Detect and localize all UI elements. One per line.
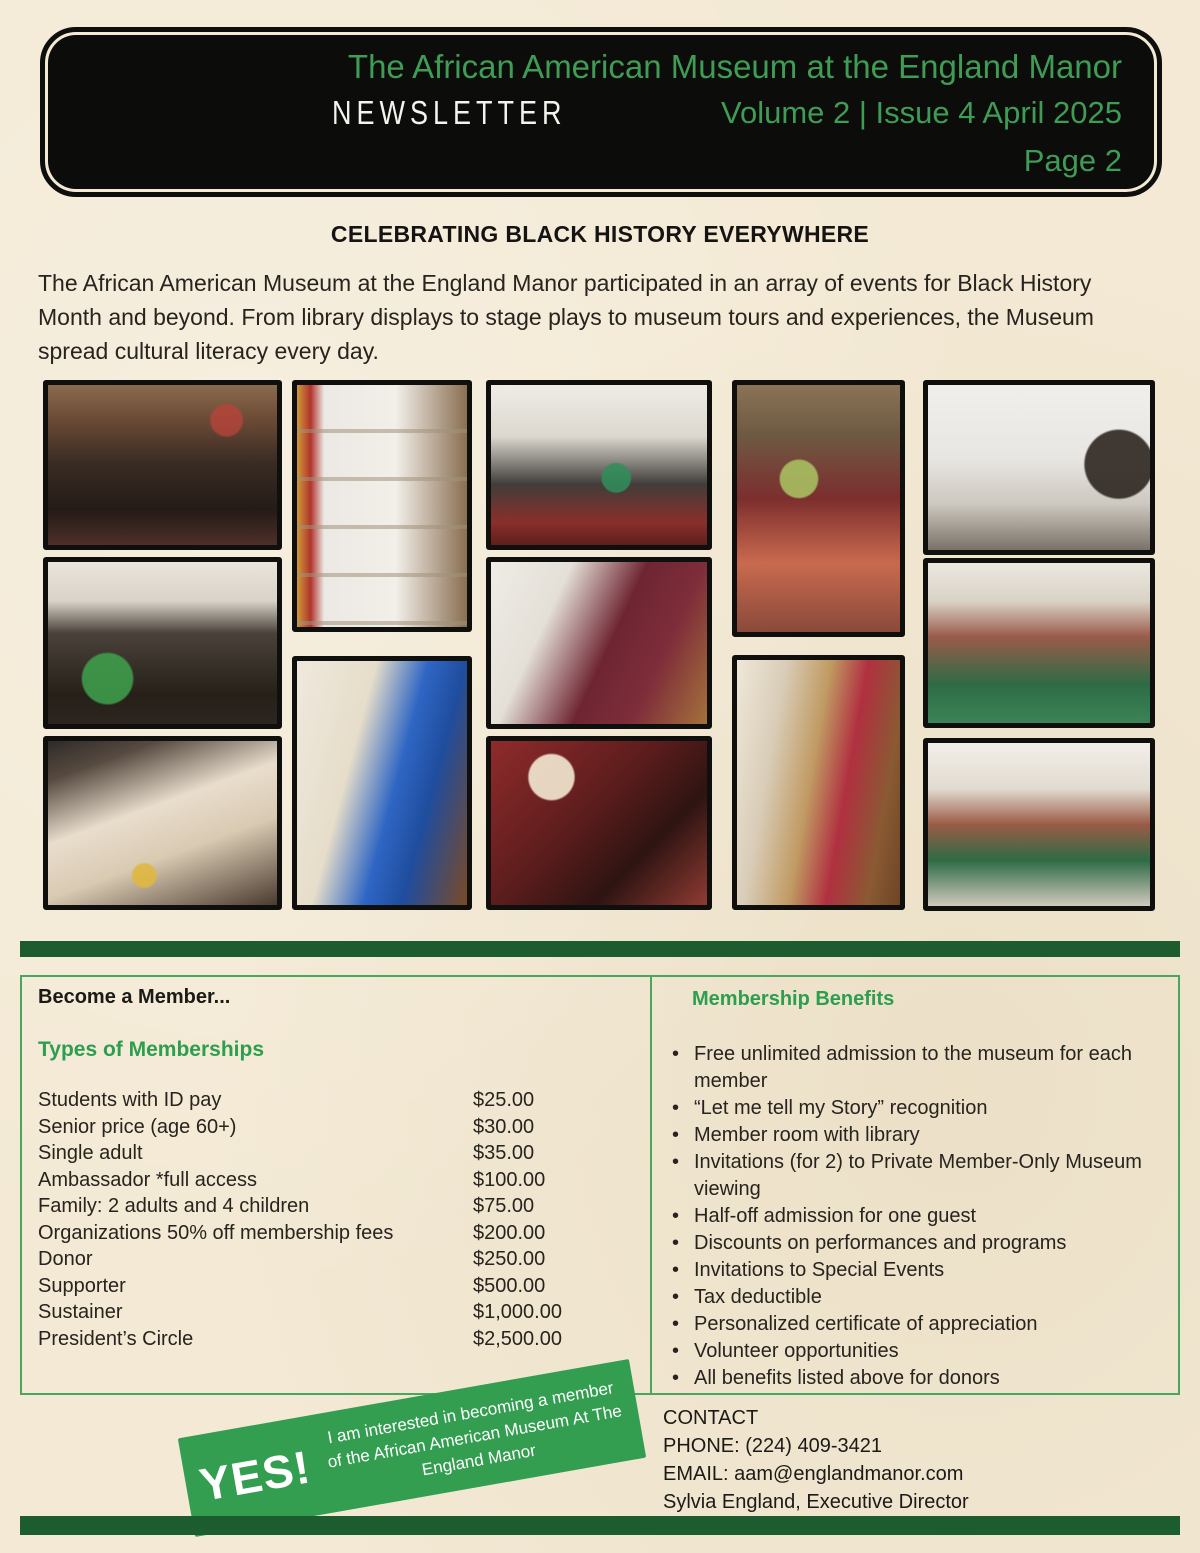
- contact-director: Sylvia England, Executive Director: [663, 1491, 969, 1513]
- intro-paragraph: The African American Museum at the England Manor participated in an array of events for Black History Month and beyond. From library displays to stage plays to museum tours and experiences, the Museum spread cultural literacy every day.: [38, 270, 1094, 364]
- contact-heading: CONTACT: [663, 1407, 759, 1429]
- benefit-item: • Discounts on performances and programs: [694, 1230, 1176, 1257]
- benefit-item: • Half-off admission for one guest: [694, 1203, 1176, 1230]
- membership-types-title: Types of Memberships: [38, 1038, 264, 1061]
- section-heading: CELEBRATING BLACK HISTORY EVERYWHERE: [330, 221, 870, 247]
- membership-row: [38, 1140, 634, 1167]
- membership-row: [38, 1299, 634, 1326]
- membership-row: [38, 1220, 634, 1247]
- membership-row: [38, 1246, 634, 1273]
- masthead-inner: [48, 35, 1154, 189]
- membership-price: $500.00: [473, 1274, 546, 1297]
- photo-bouquet-aisle: [732, 380, 905, 637]
- membership-price-table: [38, 1087, 634, 1352]
- membership-row: [38, 1167, 634, 1194]
- contact-block: [663, 1404, 969, 1516]
- photo-craft-table: [43, 736, 282, 910]
- membership-type-label: Students with ID pay: [38, 1089, 222, 1111]
- membership-benefits-list: [694, 1041, 1176, 1392]
- yes-label: YES!: [195, 1440, 315, 1511]
- membership-type-label: Donor: [38, 1248, 93, 1270]
- benefit-item: • All benefits listed above for donors: [694, 1365, 1176, 1392]
- membership-price: $30.00: [473, 1115, 535, 1138]
- photo-church-trio: [43, 380, 282, 550]
- benefit-item: • Volunteer opportunities: [694, 1338, 1176, 1365]
- membership-type-label: Single adult: [38, 1142, 143, 1164]
- photo-team-green-shirts: [43, 557, 282, 729]
- photo-two-boys: [292, 656, 472, 910]
- newsletter-label: NEWSLETTER: [332, 94, 567, 131]
- membership-type-label: Family: 2 adults and 4 children: [38, 1195, 310, 1217]
- newsletter-title: The African American Museum at the England Manor: [347, 48, 1122, 85]
- become-member-title: Become a Member...: [38, 986, 231, 1008]
- photo-library-bookshelf: [292, 380, 472, 632]
- benefit-item: • Member room with library: [694, 1122, 1176, 1149]
- membership-type-label: Ambassador *full access: [38, 1168, 257, 1191]
- membership-panel: [20, 975, 1180, 1395]
- membership-row: [38, 1114, 634, 1141]
- membership-price: $25.00: [473, 1089, 535, 1111]
- photo-women-gathering: [486, 380, 712, 550]
- membership-type-label: Sustainer: [38, 1301, 123, 1323]
- volume-issue-line: Volume 2 | Issue 4 April 2025: [721, 95, 1122, 130]
- divider-bar-bottom: [20, 1516, 1180, 1535]
- photo-gallery-wall: [923, 738, 1155, 911]
- masthead-line2: [80, 95, 1122, 131]
- membership-row: [38, 1273, 634, 1300]
- membership-row: [38, 1193, 634, 1220]
- column-divider: [650, 977, 652, 1393]
- membership-type-label: President’s Circle: [38, 1327, 194, 1350]
- benefit-item: • “Let me tell my Story” recognition: [694, 1095, 1176, 1122]
- membership-type-label: Senior price (age 60+): [38, 1115, 237, 1138]
- photo-youth-group: [732, 655, 905, 910]
- membership-price: $35.00: [473, 1142, 535, 1164]
- membership-price: $75.00: [473, 1195, 535, 1217]
- membership-price: $250.00: [473, 1248, 546, 1270]
- photo-headwrap-embrace: [486, 736, 712, 910]
- membership-type-label: Organizations 50% off membership fees: [38, 1221, 394, 1244]
- membership-benefits-title: Membership Benefits: [692, 988, 895, 1010]
- membership-row: [38, 1087, 634, 1114]
- photo-selfie-event-room: [923, 380, 1155, 555]
- divider-bar-top: [20, 941, 1180, 957]
- contact-email: EMAIL: aam@englandmanor.com: [663, 1463, 964, 1485]
- membership-price: $100.00: [473, 1168, 546, 1191]
- benefit-item: • Free unlimited admission to the museum for each member: [694, 1041, 1176, 1095]
- photo-podium-speakers: [486, 557, 712, 729]
- membership-price: $200.00: [473, 1221, 546, 1244]
- benefit-item: • Invitations to Special Events: [694, 1257, 1176, 1284]
- membership-price: $2,500.00: [473, 1327, 562, 1350]
- membership-price: $1,000.00: [473, 1301, 562, 1323]
- yes-message: I am interested in becoming a member of the African American Museum At The England Manor: [325, 1378, 624, 1480]
- photo-exhibit-display: [923, 558, 1155, 728]
- contact-phone: PHONE: (224) 409-3421: [663, 1435, 883, 1457]
- benefit-item: • Invitations (for 2) to Private Member-Only Museum viewing: [694, 1149, 1176, 1203]
- membership-type-label: Supporter: [38, 1274, 126, 1297]
- masthead: [40, 27, 1162, 197]
- benefit-item: • Tax deductible: [694, 1284, 1176, 1311]
- benefit-item: • Personalized certificate of appreciation: [694, 1311, 1176, 1338]
- page-number: Page 2: [1023, 143, 1122, 178]
- membership-row: [38, 1326, 634, 1353]
